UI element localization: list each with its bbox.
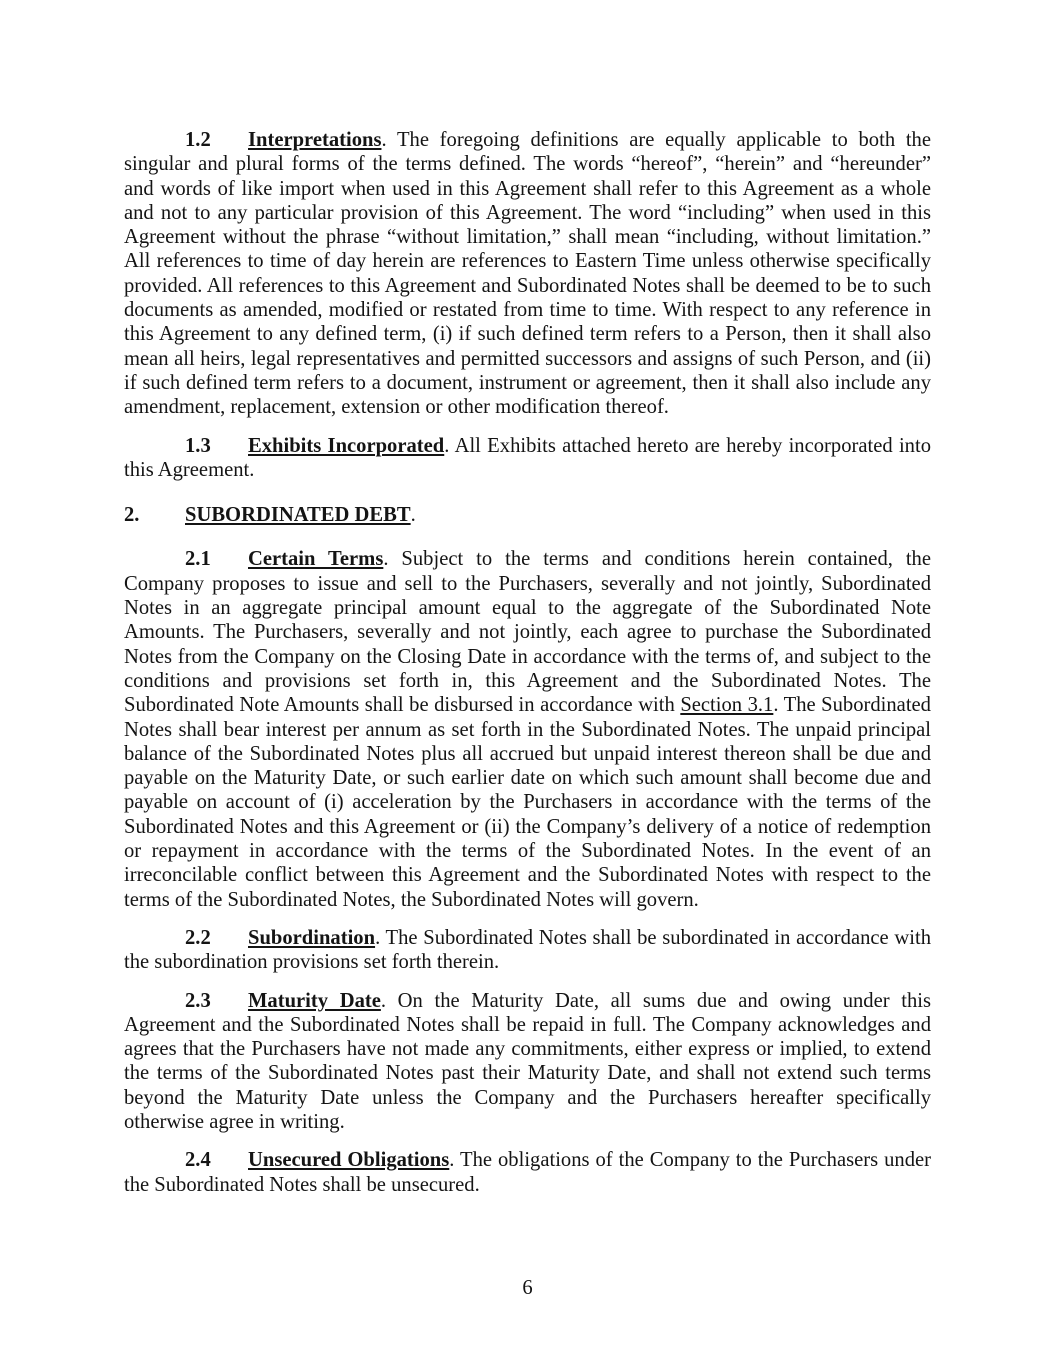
clause-heading: Maturity Date: [248, 989, 381, 1012]
clause-2-4: [124, 1148, 931, 1197]
page-number: 6: [522, 1277, 533, 1299]
clause-heading: Exhibits Incorporated: [248, 434, 445, 457]
clause-number: 1.2: [185, 129, 211, 151]
clause-2-2: [124, 926, 931, 975]
article-title-period: .: [410, 504, 416, 527]
clause-1-2: [124, 128, 931, 420]
clause-text: . All Exhibits attached hereto are hereby incorporated into this Agreement.: [124, 434, 931, 481]
clause-heading: Certain Terms: [248, 548, 384, 571]
document-body: [124, 128, 931, 1211]
clause-number: 2.2: [185, 926, 211, 949]
clause-number: 1.3: [185, 434, 211, 457]
clause-2-3: [124, 989, 931, 1135]
clause-text: . The foregoing definitions are equally applicable to both the singular and plural forms of the terms defined. The words “hereof”, “herein” and “hereunder” and words of like import when used in this Agreement shall refer to this Agreement as a whole and not to any particular provision of this Agreement. The word “including” when used in this Agreement without the phrase “without limitation,” shall mean “including, without limitation.” All references to time of day herein are references to Eastern Time unless otherwise specifically provided. All references to this Agreement and Subordinated Notes shall be deemed to be to such documents as amended, modified or restated from time to time. With respect to any reference in this Agreement to any defined term, (i) if such defined term refers to a Person, then it shall also mean all heirs, legal representatives and permitted successors and assigns of such Person, and (ii) if such defined term refers to a document, instrument or agreement, then it shall also include any amendment, replacement, extension or other modification thereof.: [124, 129, 931, 419]
clause-1-3: [124, 434, 931, 483]
clause-number: 2.3: [185, 989, 211, 1012]
article-2-heading: [124, 503, 931, 527]
clause-number: 2.1: [185, 548, 211, 571]
article-title: SUBORDINATED DEBT: [185, 504, 411, 527]
article-number: 2.: [124, 504, 140, 527]
clause-text: . The obligations of the Company to the Purchasers under the Subordinated Notes shall be unsecured.: [124, 1149, 931, 1196]
clause-text: . The Subordinated Notes shall be subordinated in accordance with the subordination provisions set forth therein.: [124, 926, 931, 974]
clause-2-1: [124, 547, 931, 911]
clause-number: 2.4: [185, 1149, 211, 1172]
clause-text: . On the Maturity Date, all sums due and owing under this Agreement and the Subordinated Notes shall be repaid in full. The Company acknowledges and agrees that the Purchasers have not made any commitments, either express or implied, to extend the terms of the Subordinated Notes past their Maturity Date, and shall not extend such terms beyond the Maturity Date unless the Company and the Purchasers hereafter specifically otherwise agree in writing.: [124, 989, 931, 1133]
clause-heading: Subordination: [248, 926, 376, 949]
section-3-1-cross-reference: Section 3.1: [680, 694, 774, 717]
clause-heading: Interpretations: [248, 129, 382, 151]
clause-text: . The Subordinated Notes shall bear interest per annum as set forth in the Subordinated Notes. The unpaid principal balance of the Subordinated Notes plus all accrued but unpaid interest thereon shall be due and payable on the Maturity Date, or such earlier date on which such amount shall become due and payable on account of (i) acceleration by the Purchasers in accordance with the terms of the Subordinated Notes and this Agreement or (ii) the Company’s delivery of a notice of redemption or repayment in accordance with the terms of the Subordinated Notes. In the event of an irreconcilable conflict between this Agreement and the Subordinated Notes with respect to the terms of the Subordinated Notes, the Subordinated Notes will govern.: [124, 694, 931, 911]
clause-text: . Subject to the terms and conditions herein contained, the Company proposes to issue and sell to the Purchasers, severally and not jointly, Subordinated Notes in an aggregate principal amount equal to the aggregate of the Subordinated Note Amounts. The Purchasers, severally and not jointly, each agree to purchase the Subordinated Notes from the Company on the Closing Date in accordance with the terms of, and subject to the conditions and provisions set forth in, this Agreement and the Subordinated Notes. The Subordinated Note Amounts shall be disbursed in accordance with: [124, 548, 931, 717]
clause-heading: Unsecured Obligations: [248, 1149, 450, 1172]
